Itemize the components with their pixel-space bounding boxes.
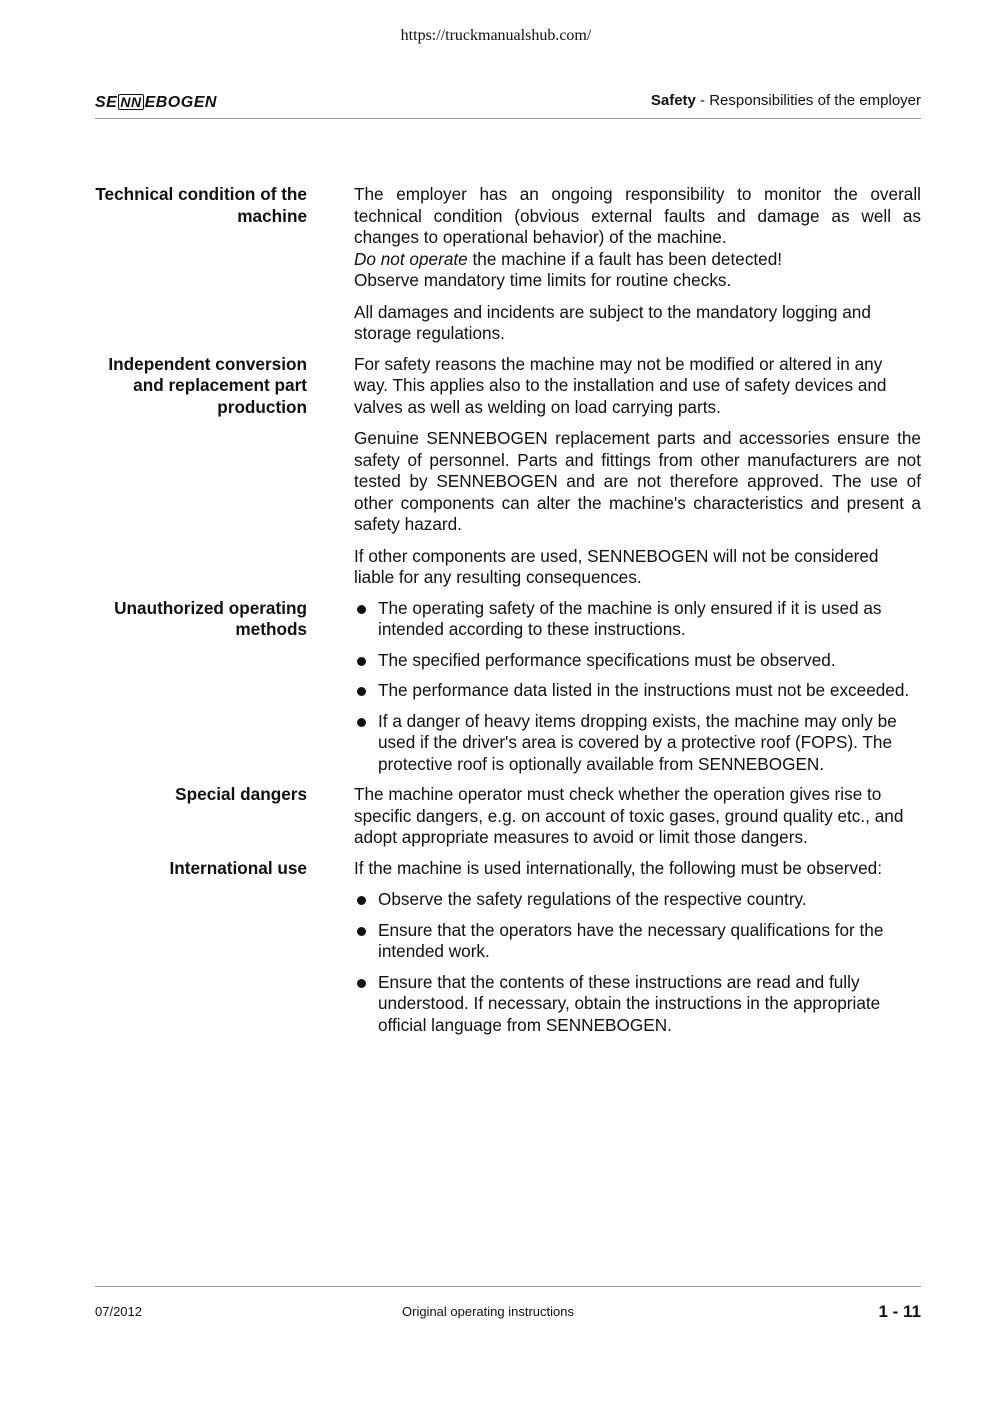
list-item: [354, 650, 921, 672]
footer-document-type: Original operating instructions: [402, 1304, 574, 1319]
header-divider: [95, 118, 921, 119]
bullet-icon: [357, 718, 366, 727]
footer-date: 07/2012: [95, 1304, 142, 1319]
bullet-icon: [357, 687, 366, 696]
paragraph: All damages and incidents are subject to the mandatory logging and storage regulations.: [354, 301, 871, 343]
bullet-icon: [357, 605, 366, 614]
logo-text-right: EBOGEN: [144, 94, 217, 111]
paragraph-text: The employer has an ongoing responsibility to monitor the overall technical condition (obvious external faults and damage as well as changes to operational behavior) of the machine.: [354, 184, 921, 247]
section-body: [354, 598, 921, 776]
section-label: Unauthorized operating methods: [114, 597, 307, 639]
list-item: [354, 972, 921, 1037]
header-section-rest: - Responsibilities of the employer: [695, 92, 921, 109]
paragraph: For safety reasons the machine may not be modified or altered in any way. This applies also to the installation and use of safety devices and valves as well as welding on load carrying parts.: [354, 353, 887, 417]
list-item-text: Ensure that the operators have the necessary qualifications for the intended work.: [378, 919, 884, 961]
paragraph: [354, 184, 921, 292]
list-item: [354, 920, 921, 963]
bullet-list: [354, 889, 921, 1036]
list-item-text: The operating safety of the machine is only ensured if it is used as intended according to these instructions.: [378, 597, 882, 639]
header-section-bold: Safety: [650, 92, 696, 109]
list-item: [354, 598, 921, 641]
section-international-use: [95, 858, 921, 1037]
list-item: [354, 711, 921, 776]
paragraph-warning-line: [354, 249, 921, 271]
section-label: Special dangers: [175, 784, 307, 804]
bullet-icon: [357, 657, 366, 666]
list-item-text: Observe the safety regulations of the respective country.: [378, 889, 807, 909]
section-body: [354, 858, 921, 1037]
list-item-text: Ensure that the contents of these instructions are read and fully understood. If necessary, obtain the instructions in the appropriate official language from SENNEBOGEN.: [378, 971, 881, 1035]
list-item: [354, 889, 921, 911]
bullet-list: [354, 598, 921, 776]
section-label: International use: [169, 857, 307, 878]
logo-text-mid: NN: [120, 94, 142, 110]
logo-text-left: SE: [95, 94, 118, 111]
section-technical-condition: [95, 184, 921, 345]
section-independent-conversion: [95, 354, 921, 589]
page-header-title: [651, 92, 921, 109]
list-item-text: The specified performance specifications must be observed.: [378, 649, 836, 670]
section-label: Technical condition of the machine: [95, 184, 307, 226]
bullet-icon: [357, 927, 366, 936]
section-special-dangers: [95, 784, 921, 849]
bullet-icon: [357, 979, 366, 988]
section-body: [354, 354, 921, 589]
paragraph: The machine operator must check whether the operation gives rise to specific dangers, e.g. on account of toxic gases, ground quality etc., and adopt appropriate measures to avoid or limit those dangers.: [354, 784, 904, 847]
section-body: [354, 184, 921, 345]
paragraph-text: Observe mandatory time limits for routine checks.: [354, 270, 732, 290]
page-number: 1 - 11: [878, 1302, 921, 1321]
list-item-text: If a danger of heavy items dropping exists, the machine may only be used if the driver's area is covered by a protective roof (FOPS). The protective roof is optionally available from SENNEBOGEN.: [378, 710, 897, 774]
paragraph: If other components are used, SENNEBOGEN will not be considered liable for any resulting consequences.: [354, 545, 879, 587]
list-item-text: The performance data listed in the instructions must not be exceeded.: [378, 680, 910, 700]
paragraph-text: the machine if a fault has been detected!: [467, 248, 783, 269]
list-item: [354, 680, 921, 702]
bullet-icon: [357, 896, 366, 905]
source-url: https://truckmanualshub.com/: [400, 27, 592, 44]
section-unauthorized-methods: [95, 598, 921, 776]
section-label: Independent conversion and replacement part production: [108, 353, 307, 417]
main-content: [95, 184, 921, 1045]
footer-divider: [95, 1286, 921, 1287]
sennebogen-logo: [95, 94, 217, 112]
emphasis-text: Do not operate: [354, 248, 468, 269]
paragraph: Genuine SENNEBOGEN replacement parts and accessories ensure the safety of personnel. Parts and fittings from other manufacturers are not tested by SENNEBOGEN and are not therefore approved. The use of other components can alter the machine's characteristics and present a safety hazard.: [354, 428, 921, 534]
section-body: [354, 784, 921, 849]
paragraph: If the machine is used internationally, the following must be observed:: [354, 857, 883, 878]
